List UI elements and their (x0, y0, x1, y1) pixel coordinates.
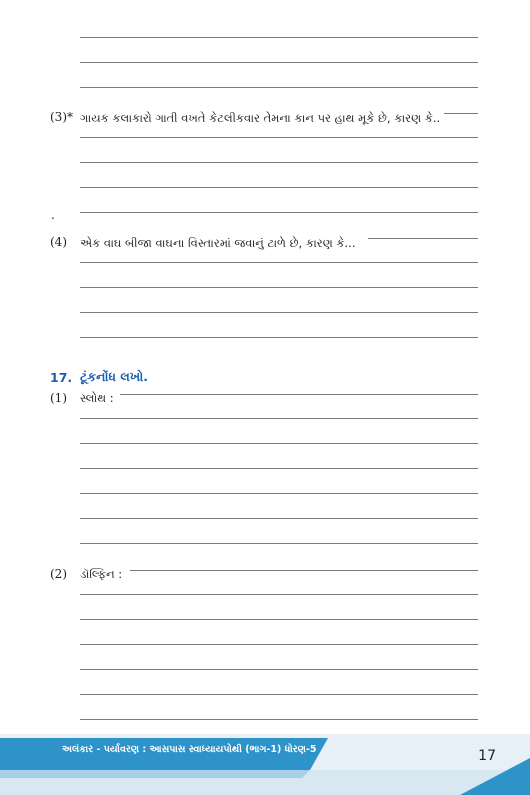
answer-line (80, 468, 478, 469)
answer-line (80, 669, 478, 670)
answer-line (444, 113, 478, 114)
answer-line (80, 619, 478, 620)
answer-line (80, 37, 478, 38)
answer-line (80, 62, 478, 63)
question-4-number: (4) (50, 235, 67, 249)
note-2-number: (2) (50, 567, 67, 581)
footer-title: અલંકાર - પર્યાવરણ : આસપાસ સ્વાધ્યાયપોથી (ભાગ-1) ધોરણ-5 (62, 744, 317, 755)
answer-line (130, 570, 478, 571)
answer-line (80, 87, 478, 88)
answer-line (80, 694, 478, 695)
answer-line (80, 493, 478, 494)
stray-mark: . (51, 208, 55, 222)
section-title: ટૂંકનોંધ લખો. (80, 369, 148, 384)
question-3-text: ગાયક કલાકારો ગાતી વખતે કેટલીકવાર તેમના કાન પર હાથ મૂકે છે, કારણ કે.. (80, 111, 441, 125)
answer-line (80, 518, 478, 519)
answer-line (80, 162, 478, 163)
question-4-text: એક વાઘ બીજા વાઘના વિસ્તારમાં જવાનું ટાળે છે, કારણ કે... (80, 236, 356, 250)
section-number: 17. (50, 370, 73, 385)
answer-line (80, 312, 478, 313)
answer-line (80, 443, 478, 444)
answer-line (80, 337, 478, 338)
answer-line (80, 594, 478, 595)
answer-line (368, 238, 478, 239)
question-3-number: (3)* (50, 110, 73, 124)
answer-line (80, 212, 478, 213)
answer-line (80, 644, 478, 645)
answer-line (80, 137, 478, 138)
answer-line (80, 543, 478, 544)
note-1-number: (1) (50, 391, 67, 405)
note-2-label: ડૉલ્ફિન : (80, 567, 123, 581)
answer-line (80, 287, 478, 288)
answer-line (80, 187, 478, 188)
note-1-label: સ્લોથ : (80, 391, 114, 405)
answer-line (80, 262, 478, 263)
answer-line (80, 719, 478, 720)
page-number: 17 (478, 748, 496, 764)
answer-line (80, 418, 478, 419)
answer-line (120, 394, 478, 395)
